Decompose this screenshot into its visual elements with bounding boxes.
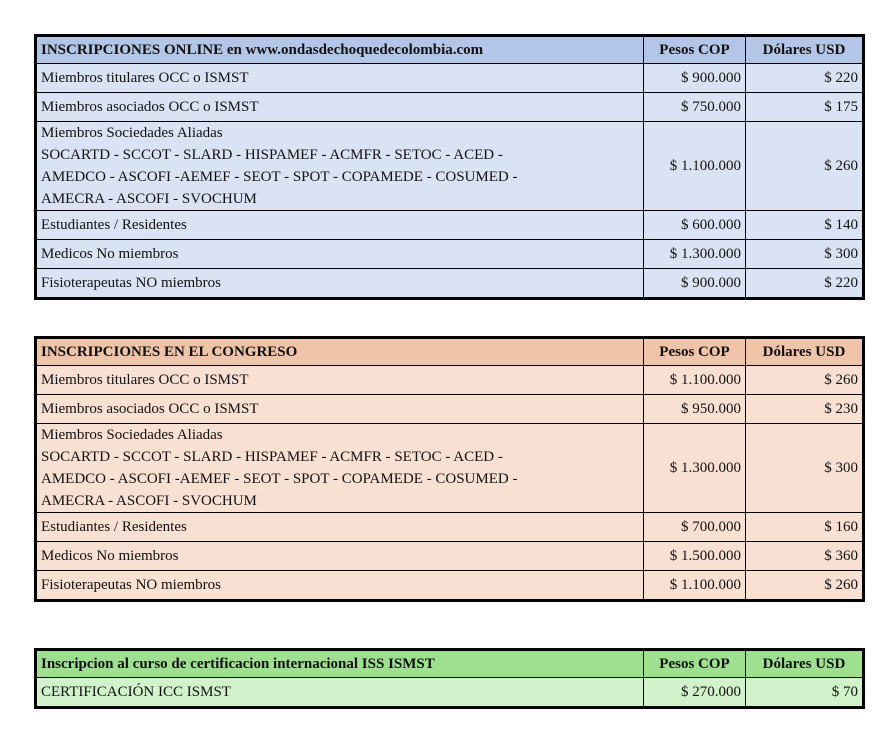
- table-header-title: INSCRIPCIONES ONLINE en www.ondasdechoquedecolombia.com: [36, 36, 644, 64]
- price-usd: $ 220: [746, 269, 864, 299]
- price-cop: $ 600.000: [644, 211, 746, 240]
- row-label: Miembros titulares OCC o ISMST: [36, 366, 644, 395]
- price-usd: $ 160: [746, 513, 864, 542]
- row-label: Estudiantes / Residentes: [36, 513, 644, 542]
- price-cop: $ 1.300.000: [644, 424, 746, 513]
- table-row: [36, 542, 864, 571]
- price-usd: $ 70: [746, 678, 864, 708]
- price-usd: $ 260: [746, 571, 864, 601]
- price-usd: $ 175: [746, 93, 864, 122]
- price-usd: $ 260: [746, 366, 864, 395]
- row-label: Miembros asociados OCC o ISMST: [36, 93, 644, 122]
- price-usd: $ 220: [746, 64, 864, 93]
- table-row: [36, 122, 864, 211]
- column-header-usd: Dólares USD: [746, 36, 864, 64]
- table-row: [36, 513, 864, 542]
- table-row: [36, 93, 864, 122]
- price-cop: $ 1.100.000: [644, 122, 746, 211]
- price-usd: $ 260: [746, 122, 864, 211]
- table-row: [36, 269, 864, 299]
- certification-course-table: [34, 648, 865, 709]
- row-label: Fisioterapeutas NO miembros: [36, 269, 644, 299]
- price-cop: $ 900.000: [644, 64, 746, 93]
- price-cop: $ 950.000: [644, 395, 746, 424]
- table-row: [36, 571, 864, 601]
- price-usd: $ 230: [746, 395, 864, 424]
- table-row: [36, 395, 864, 424]
- table-row: [36, 424, 864, 513]
- price-cop: $ 750.000: [644, 93, 746, 122]
- row-label: Miembros Sociedades Aliadas SOCARTD - SCCOT - SLARD - HISPAMEF - ACMFR - SETOC - ACED - AMEDCO - ASCOFI -AEMEF - SEOT - SPOT - COPAMEDE - COSUMED - AMECRA - ASCOFI - SVOCHUM: [36, 122, 644, 211]
- table-row: [36, 240, 864, 269]
- price-cop: $ 700.000: [644, 513, 746, 542]
- table-header-title: Inscripcion al curso de certificacion internacional ISS ISMST: [36, 650, 644, 678]
- row-label: Fisioterapeutas NO miembros: [36, 571, 644, 601]
- price-cop: $ 1.500.000: [644, 542, 746, 571]
- price-usd: $ 140: [746, 211, 864, 240]
- row-label: Medicos No miembros: [36, 542, 644, 571]
- price-usd: $ 300: [746, 424, 864, 513]
- table-row: [36, 211, 864, 240]
- price-cop: $ 1.300.000: [644, 240, 746, 269]
- row-label: Estudiantes / Residentes: [36, 211, 644, 240]
- price-usd: $ 360: [746, 542, 864, 571]
- row-label: CERTIFICACIÓN ICC ISMST: [36, 678, 644, 708]
- price-cop: $ 1.100.000: [644, 366, 746, 395]
- table-header-title: INSCRIPCIONES EN EL CONGRESO: [36, 338, 644, 366]
- column-header-usd: Dólares USD: [746, 650, 864, 678]
- column-header-usd: Dólares USD: [746, 338, 864, 366]
- price-usd: $ 300: [746, 240, 864, 269]
- row-label: Miembros titulares OCC o ISMST: [36, 64, 644, 93]
- table-row: [36, 678, 864, 708]
- price-cop: $ 270.000: [644, 678, 746, 708]
- online-registration-table: [34, 34, 865, 300]
- congress-registration-table: [34, 336, 865, 602]
- table-row: [36, 64, 864, 93]
- price-cop: $ 1.100.000: [644, 571, 746, 601]
- table-row: [36, 366, 864, 395]
- column-header-cop: Pesos COP: [644, 36, 746, 64]
- row-label: Medicos No miembros: [36, 240, 644, 269]
- row-label: Miembros Sociedades Aliadas SOCARTD - SCCOT - SLARD - HISPAMEF - ACMFR - SETOC - ACED - AMEDCO - ASCOFI -AEMEF - SEOT - SPOT - COPAMEDE - COSUMED - AMECRA - ASCOFI - SVOCHUM: [36, 424, 644, 513]
- price-cop: $ 900.000: [644, 269, 746, 299]
- row-label: Miembros asociados OCC o ISMST: [36, 395, 644, 424]
- column-header-cop: Pesos COP: [644, 650, 746, 678]
- column-header-cop: Pesos COP: [644, 338, 746, 366]
